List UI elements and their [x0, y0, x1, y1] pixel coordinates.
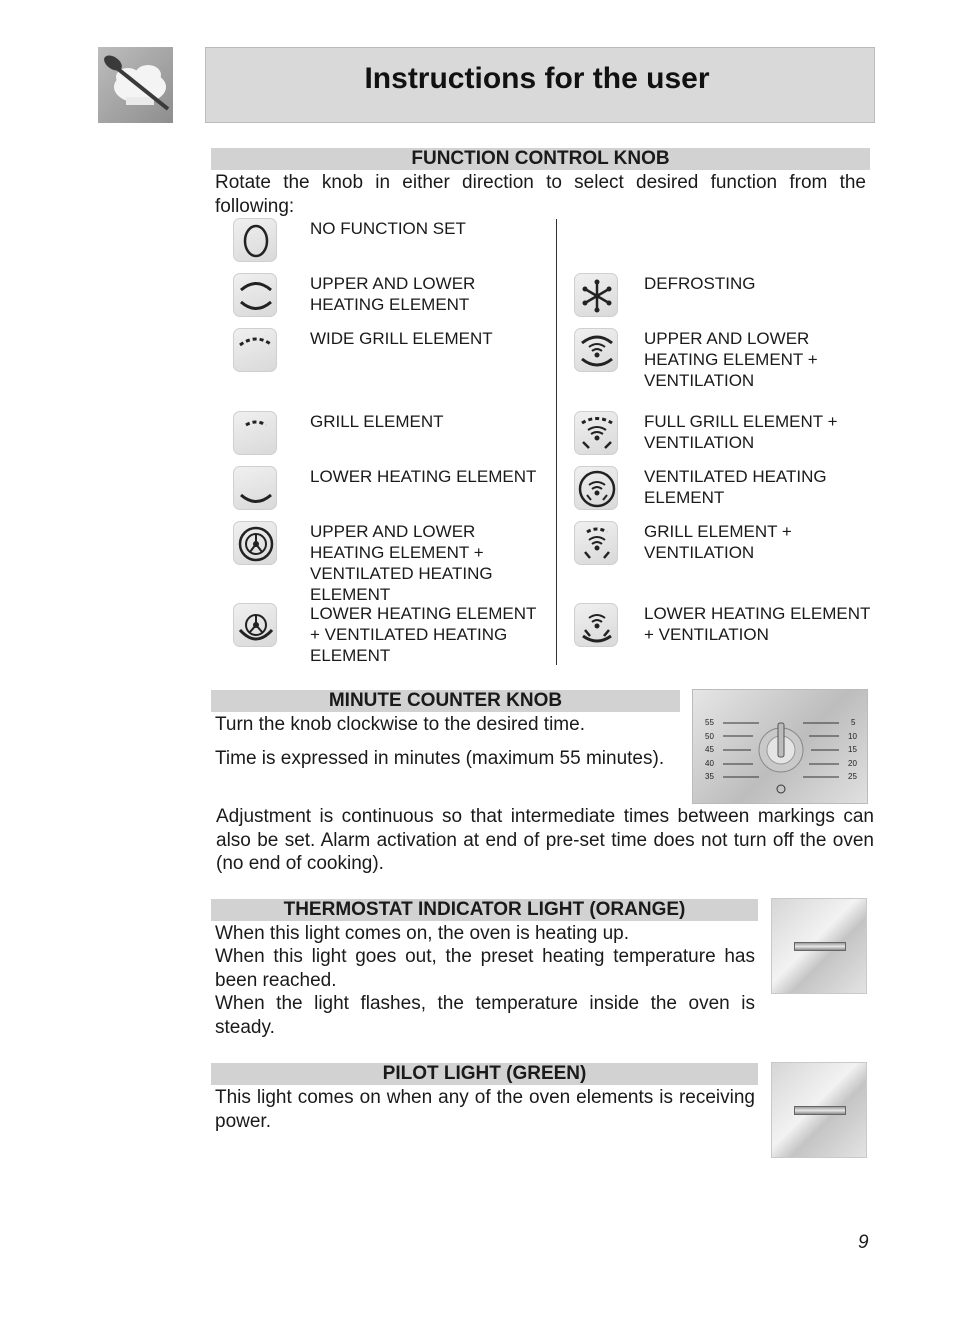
- minute-counter-heading: MINUTE COUNTER KNOB: [211, 690, 680, 712]
- lower-heating-icon: [233, 466, 277, 510]
- dial-mark: 40: [705, 759, 714, 768]
- function-label: GRILL ELEMENT + VENTILATION: [644, 522, 792, 562]
- column-divider: [556, 219, 557, 665]
- function-label: LOWER HEATING ELEMENT: [310, 467, 537, 486]
- upper-lower-ventilation-icon: [574, 328, 618, 372]
- pilot-p1: This light comes on when any of the oven elements is receiving power.: [215, 1087, 755, 1132]
- function-label: LOWER HEATING ELEMENT + VENTILATED HEATING ELEMENT: [310, 604, 537, 665]
- function-label: UPPER AND LOWER HEATING ELEMENT: [310, 274, 476, 314]
- grill-icon: [233, 411, 277, 455]
- dial-mark: 20: [848, 759, 857, 768]
- grill-ventilation-icon: [574, 521, 618, 565]
- page-title: Instructions for the user: [364, 62, 710, 95]
- thermostat-heading: THERMOSTAT INDICATOR LIGHT (ORANGE): [211, 899, 758, 921]
- dial-mark: 45: [705, 745, 714, 754]
- upper-lower-ventilated-icon: [233, 521, 277, 565]
- function-knob-heading: FUNCTION CONTROL KNOB: [211, 148, 870, 170]
- function-label: NO FUNCTION SET: [310, 219, 466, 238]
- no-function-icon: [233, 218, 277, 262]
- dial-mark: 15: [848, 745, 857, 754]
- brand-logo: [98, 47, 173, 123]
- lower-ventilated-icon: [233, 603, 277, 647]
- indicator-light-icon: [794, 1106, 846, 1115]
- full-grill-ventilation-icon: [574, 411, 618, 455]
- dial-mark: 25: [848, 772, 857, 781]
- spoon-chef-hat-icon: [98, 47, 173, 123]
- function-label: UPPER AND LOWER HEATING ELEMENT + VENTILATION: [644, 329, 818, 390]
- function-label: VENTILATED HEATING ELEMENT: [644, 467, 827, 507]
- minute-counter-p1: Turn the knob clockwise to the desired time.: [215, 714, 585, 735]
- pilot-light-image: [771, 1062, 867, 1158]
- upper-lower-heating-icon: [233, 273, 277, 317]
- minute-counter-p2: Time is expressed in minutes (maximum 55 minutes).: [215, 748, 665, 769]
- function-label: WIDE GRILL ELEMENT: [310, 329, 493, 348]
- thermostat-p2: When this light goes out, the preset heating temperature has been reached.: [215, 946, 755, 991]
- dial-mark: 35: [705, 772, 714, 781]
- dial-mark: 10: [848, 732, 857, 741]
- defrosting-icon: [574, 273, 618, 317]
- thermostat-p3: When the light flashes, the temperature inside the oven is steady.: [215, 993, 755, 1038]
- pilot-heading: PILOT LIGHT (GREEN): [211, 1063, 758, 1085]
- thermostat-p1: When this light comes on, the oven is heating up.: [215, 923, 630, 944]
- function-label: GRILL ELEMENT: [310, 412, 444, 431]
- indicator-light-icon: [794, 942, 846, 951]
- thermostat-light-image: [771, 898, 867, 994]
- minute-counter-dial-image: [692, 689, 868, 804]
- function-label: DEFROSTING: [644, 274, 756, 293]
- function-knob-intro: Rotate the knob in either direction to select desired function from the following:: [215, 172, 866, 217]
- dial-mark: 50: [705, 732, 714, 741]
- lower-ventilation-icon: [574, 603, 618, 647]
- dial-mark: 55: [705, 718, 714, 727]
- minute-counter-p3: Adjustment is continuous so that intermediate times between markings can also be set. Alarm activation at end of pre-set time does not turn off the oven (no end of cooking).: [216, 806, 874, 874]
- wide-grill-icon: [233, 328, 277, 372]
- page-number: 9: [858, 1232, 869, 1253]
- function-label: LOWER HEATING ELEMENT + VENTILATION: [644, 604, 871, 644]
- ventilated-heating-icon: [574, 466, 618, 510]
- function-label: FULL GRILL ELEMENT + VENTILATION: [644, 412, 838, 452]
- dial-mark: 5: [851, 718, 856, 727]
- function-label: UPPER AND LOWER HEATING ELEMENT + VENTILATED HEATING ELEMENT: [310, 522, 493, 604]
